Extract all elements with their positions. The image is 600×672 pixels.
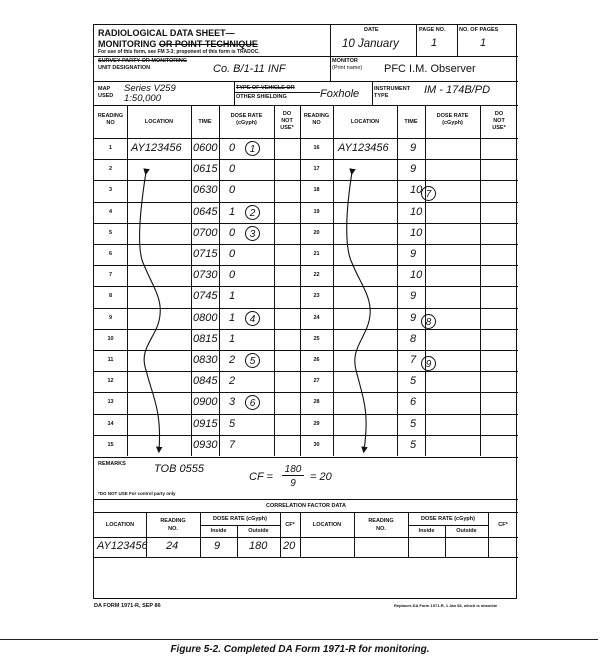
dose-cell[interactable]: 0: [229, 269, 236, 282]
usage-note: For use of this form, see FM 3-3; proponent of this form is TRADOC.: [98, 49, 260, 55]
circled-note-marker: 2: [245, 205, 260, 220]
circled-note-marker: 5: [245, 353, 260, 368]
time-cell[interactable]: 0630: [193, 184, 218, 197]
dose-cell[interactable]: 3: [229, 396, 236, 409]
time-cell[interactable]: 0645: [193, 205, 218, 218]
time-cell[interactable]: 5: [410, 438, 417, 451]
dose-cell[interactable]: 0: [229, 163, 236, 176]
unit-label-struck: SURVEY PARTY OR MONITORING: [98, 58, 188, 64]
donot-footnote: *DO NOT USE For control party only: [98, 491, 176, 496]
vehicle-label: OTHER SHIELDING: [236, 94, 287, 100]
row-number: 22: [313, 272, 320, 279]
cf-denominator: 9: [290, 478, 296, 489]
time-cell[interactable]: 7: [410, 354, 417, 366]
cf-reading-field[interactable]: 24: [166, 540, 179, 552]
monitor-field[interactable]: PFC I.M. Observer: [384, 63, 476, 75]
table-header-cell: DO: [282, 111, 292, 117]
date-field[interactable]: 10 January: [342, 38, 399, 50]
title-prefix: MONITORING: [98, 39, 159, 49]
row-number: 8: [108, 293, 113, 300]
row-number: 30: [313, 441, 320, 448]
time-cell[interactable]: 10: [410, 205, 423, 218]
remarks-label: REMARKS: [98, 461, 126, 467]
cf-reading-no-header: NO.: [168, 526, 178, 532]
row-number: 16: [313, 145, 320, 151]
table-header-cell: TIME: [198, 119, 212, 125]
row-number: 23: [313, 293, 320, 300]
dose-cell[interactable]: 1: [229, 205, 236, 218]
no-of-pages-label: NO. OF PAGES: [459, 27, 499, 33]
time-cell[interactable]: 8: [410, 332, 417, 345]
time-cell[interactable]: 0845: [193, 375, 218, 388]
map-scale-field[interactable]: 1:50,000: [124, 93, 161, 104]
cf-outside-header: Outside: [248, 528, 269, 534]
dose-cell[interactable]: 5: [229, 417, 236, 430]
monitor-sublabel: (Print name): [332, 65, 363, 71]
cf-cf-header-2: CF*: [498, 522, 508, 528]
table-header-cell: DO: [494, 111, 504, 117]
row-number: 6: [108, 251, 113, 257]
cf-reading-header-2: READING: [368, 518, 394, 524]
time-cell[interactable]: 0900: [193, 396, 218, 409]
cf-numerator: 180: [282, 464, 304, 476]
form-replaces-note: Replaces DA Form 1971-R, 1 Jan 83, which is obsolete: [394, 603, 498, 608]
row-number: 28: [313, 399, 320, 406]
dose-cell[interactable]: 0: [229, 142, 236, 154]
table-header-cell: NOT: [493, 118, 505, 124]
time-cell[interactable]: 0600: [193, 142, 218, 154]
row-number: 24: [313, 314, 320, 321]
instrument-label: INSTRUMENT: [374, 86, 411, 92]
row-number: 12: [107, 378, 114, 385]
dose-cell[interactable]: 0: [229, 226, 236, 239]
time-cell[interactable]: 6: [410, 396, 417, 409]
da-form-1971r: [93, 24, 517, 609]
time-cell[interactable]: 9: [410, 142, 417, 154]
table-header-cell: READING: [303, 113, 330, 119]
row-number: 11: [107, 357, 114, 363]
cf-outside-header-2: Outside: [456, 528, 477, 534]
cf-location-header: LOCATION: [105, 522, 135, 528]
table-header-cell: USE*: [492, 125, 506, 131]
table-header-cell: (cGyph): [442, 120, 463, 126]
circled-note-marker: 6: [245, 395, 260, 410]
remarks-tob[interactable]: TOB 0555: [154, 463, 204, 475]
row-number: 19: [313, 208, 320, 215]
dose-cell[interactable]: 1: [229, 290, 236, 303]
table-header-cell: DOSE RATE: [436, 113, 469, 119]
figure-caption: Figure 5-2. Completed DA Form 1971-R for monitoring.: [170, 644, 430, 655]
page-no-field[interactable]: 1: [431, 37, 438, 49]
dose-cell[interactable]: 0: [229, 248, 236, 260]
table-header-cell: DOSE RATE: [230, 113, 263, 119]
cf-inside-header: Inside: [210, 528, 227, 534]
form-number: DA FORM 1971-R, SEP 86: [94, 603, 161, 609]
time-cell[interactable]: 9: [410, 248, 417, 260]
cf-location-header-2: LOCATION: [312, 522, 342, 528]
used-label: USED: [98, 93, 114, 99]
row-number: 10: [107, 335, 114, 342]
continuation-arrows: [94, 25, 518, 465]
time-cell[interactable]: 0800: [193, 311, 218, 324]
cf-inside-field[interactable]: 9: [214, 540, 221, 552]
row-number: 29: [313, 420, 320, 427]
row-number: 4: [108, 208, 113, 215]
cf-outside-field[interactable]: 180: [249, 540, 268, 552]
row-number: 17: [313, 166, 320, 173]
instrument-type-label: TYPE: [374, 93, 389, 99]
circled-note-marker: 3: [245, 226, 260, 241]
time-cell[interactable]: 0815: [193, 332, 218, 345]
monitor-label: MONITOR: [332, 58, 358, 64]
cf-reading-header: READING: [160, 518, 186, 524]
dose-cell[interactable]: 1: [229, 332, 236, 345]
row-number: 1: [108, 145, 113, 151]
time-cell[interactable]: 10: [410, 226, 423, 239]
page-rule: [0, 639, 598, 640]
time-cell[interactable]: 5: [410, 417, 417, 430]
cf-inside-header-2: Inside: [418, 528, 435, 534]
time-cell[interactable]: 9: [410, 311, 417, 324]
cf-prefix: CF =: [249, 471, 273, 483]
page-no-label: PAGE NO.: [419, 27, 446, 33]
circled-note-marker: 7: [421, 186, 436, 201]
map-series-field[interactable]: Series V259: [124, 83, 176, 94]
row-number: 25: [313, 335, 320, 342]
time-cell[interactable]: 9: [410, 290, 417, 303]
cf-location-field[interactable]: AY123456: [97, 540, 148, 552]
table-header-cell: NO: [106, 120, 115, 126]
dose-cell[interactable]: 2: [229, 354, 236, 366]
map-label: MAP: [98, 86, 111, 92]
row-number: 21: [313, 251, 320, 257]
time-cell[interactable]: 0915: [193, 417, 218, 430]
circled-note-marker: 9: [421, 356, 436, 371]
dose-cell[interactable]: 2: [229, 375, 236, 388]
cf-dose-header-2: DOSE RATE (cGyph): [421, 516, 475, 522]
no-of-pages-field[interactable]: 1: [480, 37, 487, 49]
instrument-field[interactable]: IM - 174B/PD: [424, 84, 491, 96]
title-struck: OR POINT TECHNIQUE: [158, 39, 258, 49]
time-cell[interactable]: 0745: [193, 290, 218, 303]
table-header-cell: USE*: [280, 125, 294, 131]
row-number: 2: [108, 166, 113, 173]
time-cell[interactable]: 0830: [193, 354, 218, 366]
time-cell[interactable]: 0730: [193, 269, 218, 282]
dose-cell[interactable]: 0: [229, 184, 236, 197]
time-cell[interactable]: 10: [410, 184, 423, 197]
circled-note-marker: 8: [421, 314, 436, 329]
row-number: 26: [313, 357, 320, 363]
table-header-cell: LOCATION: [350, 119, 380, 125]
location-cell[interactable]: AY123456: [131, 142, 182, 154]
dose-cell[interactable]: 1: [229, 311, 236, 324]
circled-note-marker: 4: [245, 311, 260, 326]
cf-reading-no-header-2: NO.: [376, 526, 386, 532]
row-number: 5: [108, 229, 113, 236]
table-header-cell: NOT: [281, 118, 293, 124]
time-cell[interactable]: 10: [410, 269, 423, 282]
time-cell[interactable]: 0715: [193, 248, 218, 260]
unit-field[interactable]: Co. B/1-11 INF: [213, 63, 286, 75]
circled-note-marker: 1: [245, 141, 260, 156]
table-header-cell: (cGyph): [236, 120, 257, 126]
row-number: 18: [313, 187, 320, 194]
date-label: DATE: [364, 27, 379, 33]
dose-cell[interactable]: 7: [229, 438, 236, 451]
time-cell[interactable]: 0700: [193, 226, 218, 239]
cf-section-title: CORRELATION FACTOR DATA: [266, 503, 346, 509]
table-header-cell: TIME: [404, 119, 418, 125]
vehicle-field[interactable]: Foxhole: [320, 88, 360, 100]
row-number: 3: [108, 187, 113, 194]
row-number: 20: [313, 229, 320, 236]
row-number: 9: [108, 314, 113, 321]
row-number: 7: [108, 272, 113, 279]
row-number: 13: [107, 399, 114, 406]
vehicle-label-struck: TYPE OF VEHICLE OR: [236, 85, 295, 91]
time-cell[interactable]: 0615: [193, 163, 218, 176]
form-title-line1: RADIOLOGICAL DATA SHEET—: [98, 28, 235, 38]
cf-cf-field[interactable]: 20: [283, 540, 296, 552]
location-cell[interactable]: AY123456: [338, 142, 389, 154]
time-cell[interactable]: 0930: [193, 438, 218, 451]
row-number: 27: [313, 378, 320, 385]
table-header-cell: READING: [97, 113, 124, 119]
row-number: 15: [107, 441, 114, 448]
unit-label: UNIT DESIGNATION: [98, 65, 151, 71]
table-header-cell: NO: [312, 120, 321, 126]
cf-dose-header: DOSE RATE (cGyph): [213, 516, 267, 522]
table-header-cell: LOCATION: [144, 119, 174, 125]
time-cell[interactable]: 9: [410, 163, 417, 176]
time-cell[interactable]: 5: [410, 375, 417, 388]
row-number: 14: [107, 420, 114, 427]
cf-cf-header: CF*: [285, 522, 295, 528]
cf-result: = 20: [310, 471, 332, 483]
